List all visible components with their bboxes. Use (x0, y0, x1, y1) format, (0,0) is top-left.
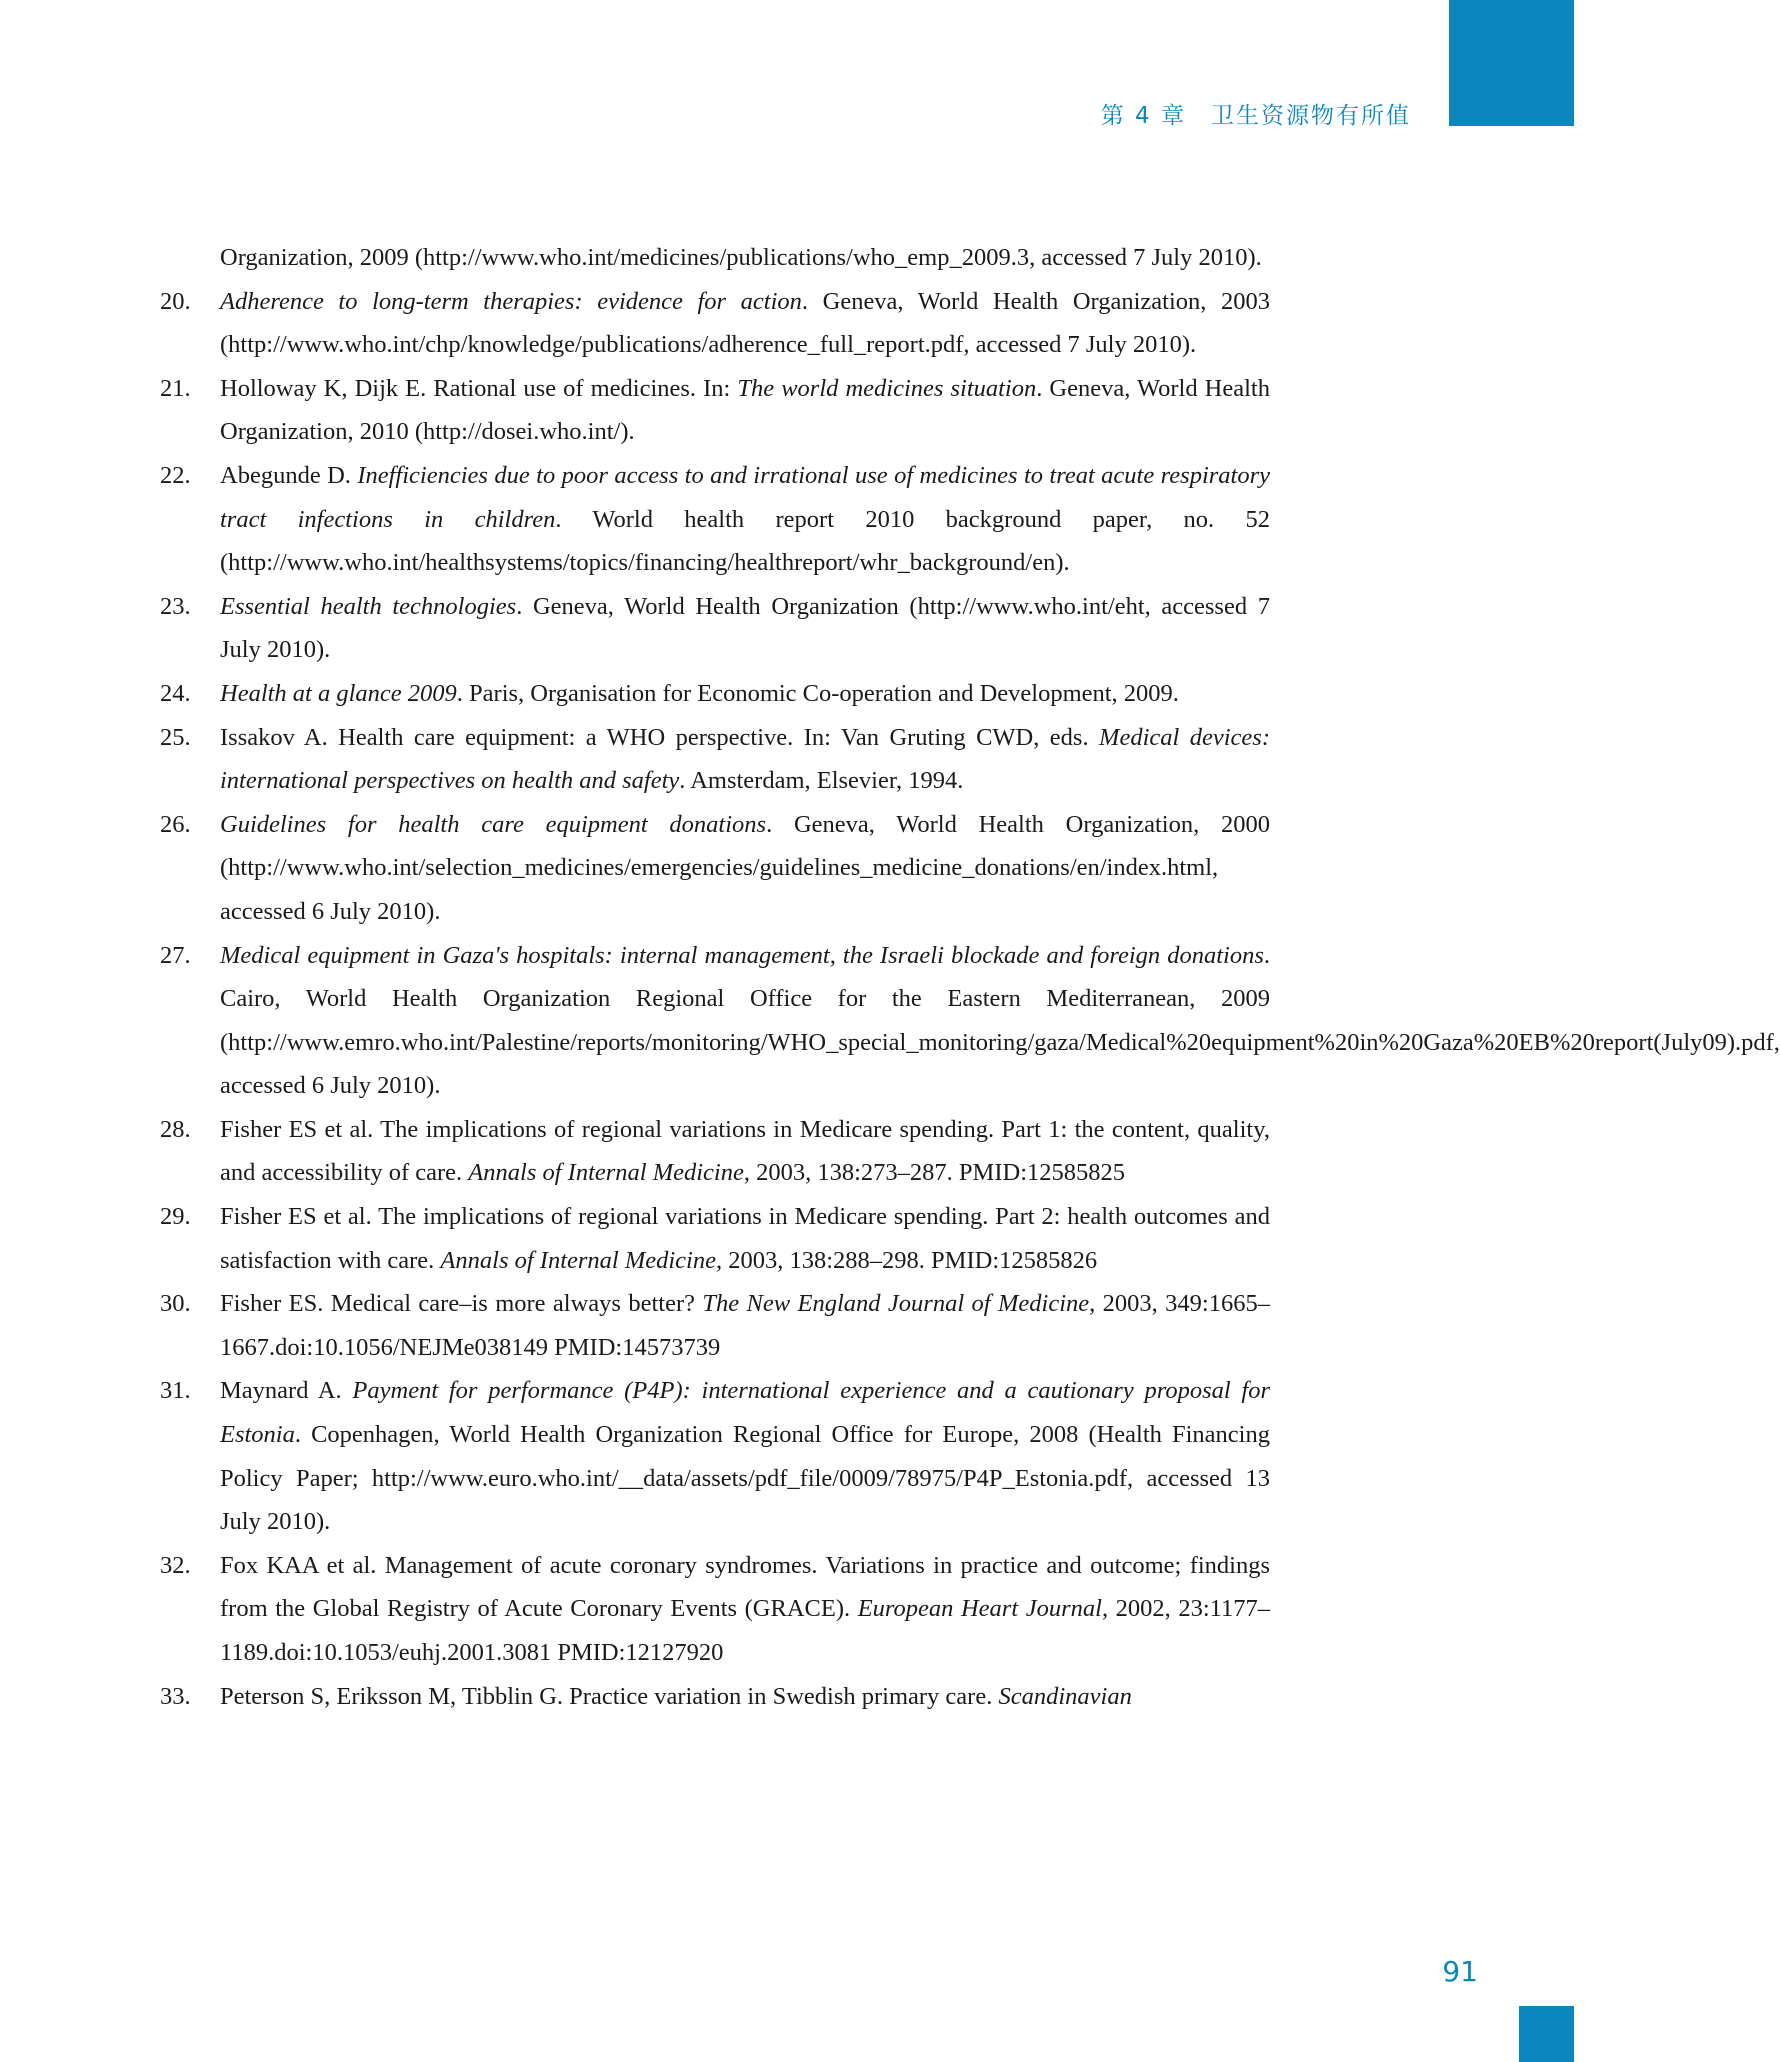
reference-number: 29. (160, 1203, 191, 1231)
reference-details: . Copenhagen, World Health Organization Regional Office for Europe, 2008 (Health Financing Policy Paper; http://www.euro.who.int/__data/assets/pdf_file/0009/78975/P4P_Estonia.pdf, accessed 13 July 2010). (220, 1421, 1270, 1536)
reference-number: 27. (160, 941, 191, 969)
page-number: 91 (1442, 1955, 1478, 1988)
reference-item-33 (160, 1675, 1270, 1719)
reference-item-19-continued (160, 236, 1270, 280)
reference-details: . Cairo, World Health Organization Regional Office for the Eastern Mediterranean, 2009 (http://www.emro.who.int/Palestine/reports/monitoring/WHO_special_monitoring/gaza/Medical%20equipment%20in%20Gaza%20EB%20report(July09).pdf, accessed 6 July 2010). (220, 941, 1780, 1100)
reference-details: , 2003, 349:1665–1667.doi:10.1056/NEJMe038149 PMID:14573739 (220, 1290, 1270, 1361)
chapter-running-header: 第 4 章 卫生资源物有所值 (1100, 103, 1411, 129)
reference-number: 28. (160, 1115, 191, 1143)
reference-details: , 2003, 138:273–287. PMID:12585825 (743, 1159, 1126, 1187)
reference-title: Guidelines for health care equipment donations (220, 810, 767, 838)
reference-item-26 (160, 803, 1270, 934)
reference-item-22 (160, 454, 1270, 585)
corner-color-tab-bottom (1519, 2006, 1574, 2062)
reference-text: Organization, 2009 (http://www.who.int/medicines/publications/who_emp_2009.3, accessed 7 July 2010). (220, 244, 1262, 271)
reference-title: Adherence to long-term therapies: evidence for action (220, 287, 802, 315)
reference-details: . Geneva, World Health Organization (http://www.who.int/eht, accessed 7 July 2010). (220, 592, 1270, 664)
reference-number: 26. (160, 810, 191, 838)
reference-title: Annals of Internal Medicine (468, 1159, 744, 1187)
reference-number: 20. (160, 287, 191, 315)
reference-text: Fox KAA et al. Management of acute coronary syndromes. Variations in practice and outcome; findings from the Global Registry of Acute Coronary Events (GRACE). (220, 1551, 1270, 1623)
reference-text: Peterson S, Eriksson M, Tibblin G. Practice variation in Swedish primary care. (220, 1682, 999, 1710)
reference-title: Scandinavian (998, 1682, 1132, 1710)
reference-title: Essential health technologies (220, 592, 517, 620)
corner-color-tab-top (1449, 0, 1574, 126)
reference-number: 24. (160, 679, 191, 707)
reference-number: 32. (160, 1551, 191, 1579)
reference-number: 21. (160, 374, 191, 402)
reference-number: 33. (160, 1682, 191, 1710)
reference-title: Annals of Internal Medicine, (440, 1246, 723, 1274)
reference-details: . World health report 2010 background paper, no. 52 (http://www.who.int/healthsystems/topics/financing/healthreport/whr_background/en). (220, 505, 1270, 577)
reference-title: The New England Journal of Medicine (702, 1290, 1090, 1318)
reference-title: Payment for performance (P4P): international experience and a cautionary proposal for Estonia (220, 1377, 1270, 1449)
reference-item-29 (160, 1195, 1270, 1282)
reference-title: Health at a glance 2009 (220, 679, 457, 707)
reference-details: . Amsterdam, Elsevier, 1994. (679, 767, 964, 795)
reference-title: The world medicines situation (737, 374, 1037, 402)
reference-text: Fisher ES et al. The implications of regional variations in Medicare spending. Part 1: the content, quality, and accessibility of care. (220, 1115, 1270, 1187)
reference-item-32 (160, 1544, 1270, 1675)
reference-details: . Geneva, World Health Organization, 2003 (http://www.who.int/chp/knowledge/publications/adherence_full_report.pdf, accessed 7 July 2010). (220, 287, 1270, 359)
reference-details: , 2002, 23:1177–1189.doi:10.1053/euhj.2001.3081 PMID:12127920 (220, 1595, 1270, 1666)
reference-number: 30. (160, 1290, 191, 1318)
reference-item-28 (160, 1108, 1270, 1195)
reference-text: Maynard A. (220, 1377, 353, 1405)
reference-text: Holloway K, Dijk E. Rational use of medicines. In: (220, 374, 738, 402)
reference-text: Abegunde D. (220, 461, 358, 489)
reference-number: 23. (160, 592, 191, 620)
reference-details: . Geneva, World Health Organization, 2010 (http://dosei.who.int/). (220, 374, 1270, 446)
reference-item-24 (160, 672, 1270, 716)
reference-item-30 (160, 1282, 1270, 1369)
reference-item-23 (160, 585, 1270, 672)
reference-item-21 (160, 367, 1270, 454)
reference-text: Issakov A. Health care equipment: a WHO perspective. In: Van Gruting CWD, eds. (220, 723, 1100, 751)
reference-item-20 (160, 280, 1270, 367)
reference-item-31 (160, 1369, 1270, 1543)
reference-item-27 (160, 934, 1780, 1108)
reference-title: Inefficiencies due to poor access to and irrational use of medicines to treat acute respiratory tract infections in children (220, 461, 1270, 533)
reference-title: Medical equipment in Gaza's hospitals: internal management, the Israeli blockade and foreign donations (220, 941, 1264, 969)
reference-text: Fisher ES. Medical care–is more always better? (220, 1290, 703, 1318)
reference-title: European Heart Journal (857, 1595, 1102, 1623)
reference-title: Medical devices: international perspectives on health and safety (220, 723, 1270, 795)
reference-number: 25. (160, 723, 191, 751)
reference-text: Fisher ES et al. The implications of regional variations in Medicare spending. Part 2: health outcomes and satisfaction with care. (220, 1203, 1270, 1274)
reference-list (160, 236, 1780, 1718)
reference-number: 22. (160, 461, 191, 489)
reference-details: . Paris, Organisation for Economic Co-operation and Development, 2009. (456, 679, 1179, 707)
reference-item-25 (160, 716, 1270, 803)
reference-details: 2003, 138:288–298. PMID:12585826 (722, 1246, 1098, 1274)
reference-number: 31. (160, 1377, 191, 1405)
reference-details: . Geneva, World Health Organization, 2000 (http://www.who.int/selection_medicines/emergencies/guidelines_medicine_donations/en/index.html, accessed 6 July 2010). (220, 810, 1270, 925)
